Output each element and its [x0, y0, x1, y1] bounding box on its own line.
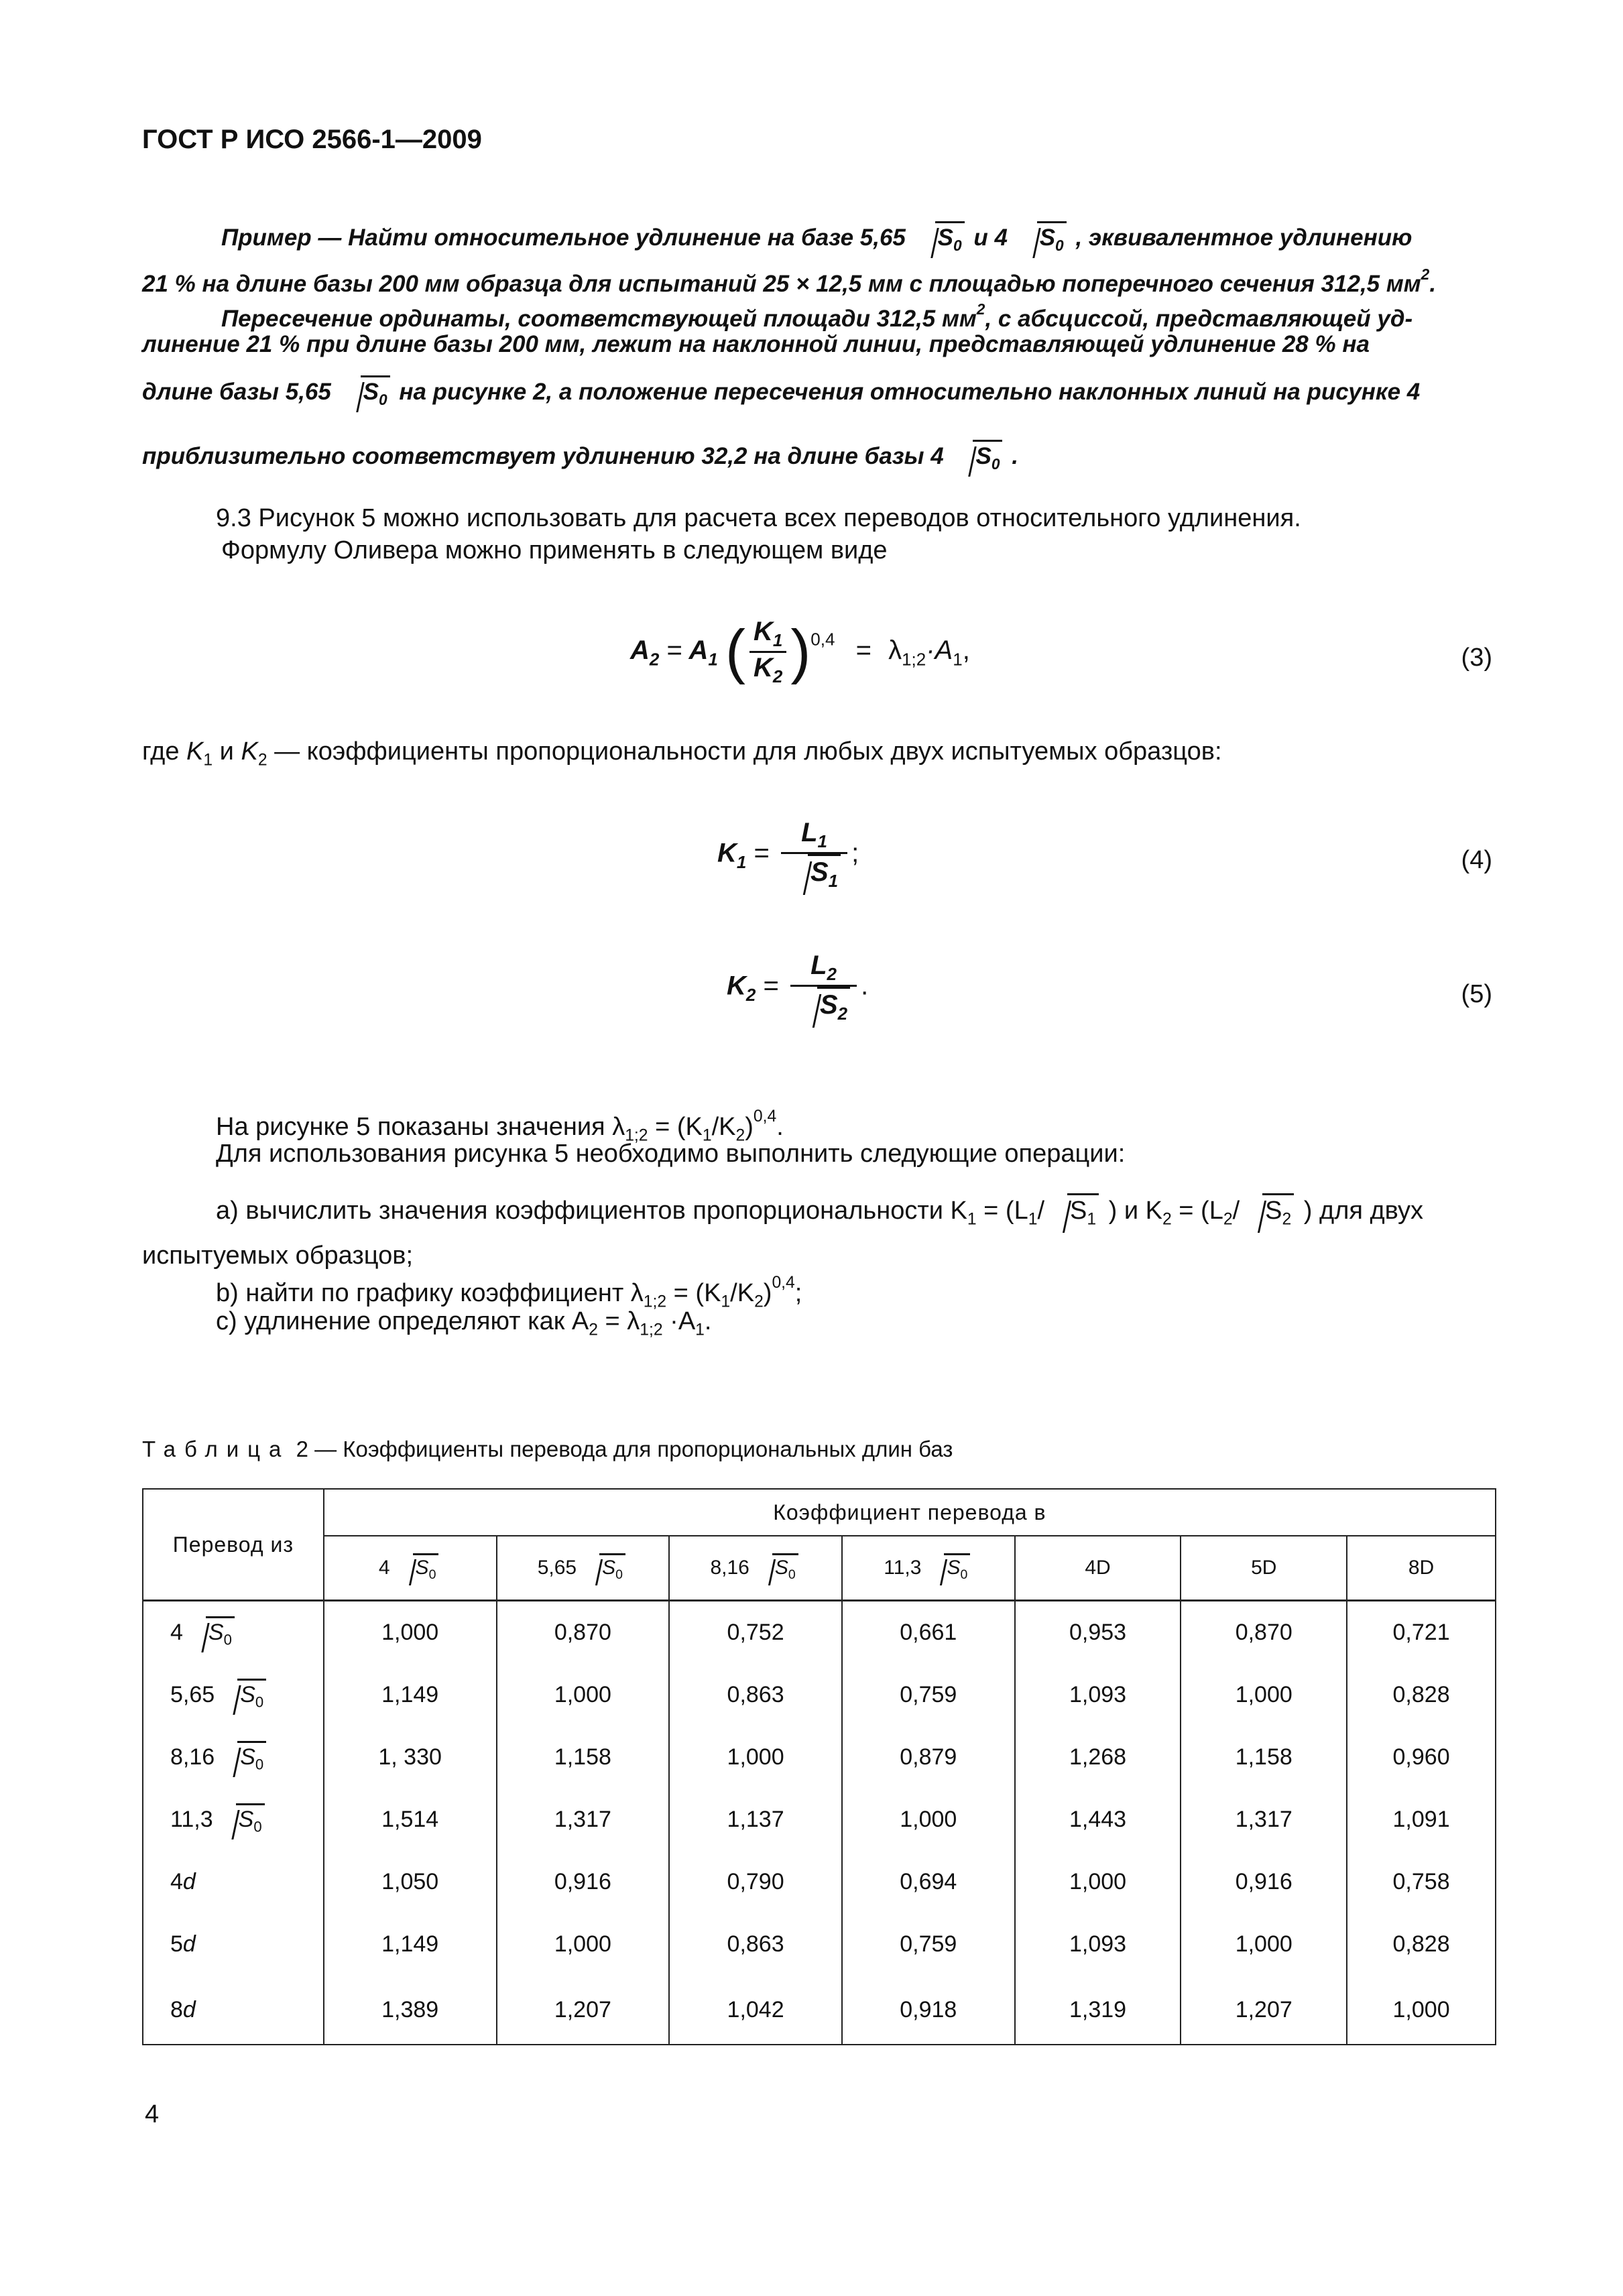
table-cell: 1,317: [497, 1789, 670, 1851]
row-header: 5,65 $S_0$: [143, 1664, 324, 1726]
table-row: [143, 1789, 1496, 1851]
table-cell: 1,000: [497, 1913, 670, 1976]
table-cell: 1,149: [324, 1913, 497, 1976]
table-cell: 0,953: [1015, 1601, 1181, 1665]
table-cell: 0,863: [669, 1664, 842, 1726]
example-line-5: длине базы 5,65 $S_0$ на рисунке 2, а положение пересечения относительно наклонных линий на рисунке 4: [142, 375, 1420, 409]
column-header: 5,65 $S_0$: [497, 1536, 670, 1601]
example-line-1: Пример — Найти относительное удлинение на базе 5,65 $S_0$ и 4 $S_0$ , эквивалентное удлинению: [221, 221, 1412, 255]
table-cell: 1,000: [497, 1664, 670, 1726]
sqrt-s0: $S_0$: [754, 1553, 798, 1583]
table-cell: 1,137: [669, 1789, 842, 1851]
table-cell: 1,000: [324, 1601, 497, 1665]
table-cell: 1,207: [497, 1976, 670, 2045]
row-header: 8d: [143, 1976, 324, 2045]
table-cell: 0,879: [842, 1726, 1015, 1789]
column-header: 5D: [1181, 1536, 1347, 1601]
equation-number-5: (5): [1461, 980, 1492, 1008]
row-header: 11,3 $S_0$: [143, 1789, 324, 1851]
table-cell: 1,000: [842, 1789, 1015, 1851]
table-cell: 0,918: [842, 1976, 1015, 2045]
row-header: 4 $S_0$: [143, 1601, 324, 1665]
column-header: 8,16 $S_0$: [669, 1536, 842, 1601]
sqrt-s0: $S_0$: [925, 1553, 970, 1583]
table-row: [143, 1913, 1496, 1976]
row-header: 8,16 $S_0$: [143, 1726, 324, 1789]
example-line-6: приблизительно соответствует удлинению 32,2 на длине базы 4 $S_0$ .: [142, 440, 1018, 473]
sqrt-s0: $S_0$: [1018, 221, 1067, 255]
sqrt-s0: $S_0$: [217, 1803, 265, 1836]
table-row: [143, 1726, 1496, 1789]
sqrt-s0: $S_0$: [916, 221, 965, 255]
table-cell: 0,870: [1181, 1601, 1347, 1665]
document-id: ГОСТ Р ИСО 2566-1—2009: [142, 125, 482, 154]
section-paragraph-2: Формулу Оливера можно применять в следующем виде: [221, 536, 888, 564]
where-line: где $K_1$ и $K_2$ — коэффициенты пропорциональности для любых двух испытуемых образцов:: [142, 737, 1222, 770]
step-a: a) вычислить значения коэффициентов пропорциональности $K_1 = (L_1/$ $S_1$ ) и $K_2 = (L_2/$ $S_2$ ) для двух: [216, 1193, 1423, 1229]
conversion-table: [142, 1488, 1496, 2045]
example-line-2: 21 % на длине базы 200 мм образца для испытаний 25 × 12,5 мм с площадью поперечного сечения 312,5 $мм^2$.: [142, 265, 1437, 298]
table-caption: Таблица 2 — Коэффициенты перевода для пропорциональных длин баз: [142, 1437, 953, 1461]
column-header: 11,3 $S_0$: [842, 1536, 1015, 1601]
table-cell: 1,514: [324, 1789, 497, 1851]
table-cell: 0,661: [842, 1601, 1015, 1665]
table-cell: 1,000: [1347, 1976, 1496, 2045]
table-cell: 0,759: [842, 1913, 1015, 1976]
step-b: b) найти по графику коэффициент $\lambda_{1;2} = (K_1/K_2)^{0,4}$;: [216, 1274, 802, 1311]
table-cell: 1,443: [1015, 1789, 1181, 1851]
table-cell: 1,050: [324, 1851, 497, 1913]
table-cell: 1,093: [1015, 1913, 1181, 1976]
table-group-header: Коэффициент перевода в: [324, 1489, 1496, 1536]
formula-5: $K_2$ = $\frac{L_2}{S_2}$ .: [727, 951, 869, 1024]
sqrt-s0: $S_0$: [342, 375, 390, 409]
sqrt-s0: $S_0$: [219, 1741, 266, 1774]
sqrt-s0: $S_0$: [394, 1553, 439, 1583]
table-row: [143, 1851, 1496, 1913]
table-cell: 1,042: [669, 1976, 842, 2045]
example-line-3: Пересечение ординаты, соответствующей площади 312,5 $мм^2$, с абсциссой, представляющей уд-: [221, 300, 1413, 333]
formula-4: $K_1$ = $\frac{L_1}{S_1}$ ;: [717, 818, 859, 892]
page-number: 4: [145, 2100, 160, 2128]
table-cell: 0,758: [1347, 1851, 1496, 1913]
equation-number-3: (3): [1461, 644, 1492, 672]
table-cell: 0,759: [842, 1664, 1015, 1726]
table-row: [143, 1601, 1496, 1665]
step-a-continuation: испытуемых образцов;: [142, 1242, 414, 1270]
table-corner-header: Перевод из: [143, 1489, 324, 1601]
table-cell: 0,828: [1347, 1664, 1496, 1726]
example-line-4: линение 21 % при длине базы 200 мм, лежит на наклонной линии, представляющей удлинение 28 % на: [142, 331, 1370, 357]
table-cell: 1,319: [1015, 1976, 1181, 2045]
table-cell: 1,389: [324, 1976, 497, 2045]
table-cell: 1,000: [669, 1726, 842, 1789]
row-header: 4d: [143, 1851, 324, 1913]
table-cell: 0,870: [497, 1601, 670, 1665]
table-cell: 1,149: [324, 1664, 497, 1726]
sqrt-s0: $S_0$: [187, 1616, 235, 1649]
table-row: [143, 1976, 1496, 2045]
table-cell: 0,721: [1347, 1601, 1496, 1665]
table-cell: 0,916: [497, 1851, 670, 1913]
table-cell: 1,000: [1181, 1913, 1347, 1976]
column-header: 8D: [1347, 1536, 1496, 1601]
table-cell: 0,960: [1347, 1726, 1496, 1789]
table-cell: 1,268: [1015, 1726, 1181, 1789]
sqrt-s0: $S_0$: [954, 440, 1002, 473]
column-header: 4D: [1015, 1536, 1181, 1601]
after-paragraph-2: Для использования рисунка 5 необходимо выполнить следующие операции:: [216, 1140, 1126, 1168]
table-cell: 0,752: [669, 1601, 842, 1665]
table-row: [143, 1664, 1496, 1726]
sqrt-s0: $S_0$: [219, 1679, 266, 1711]
table-cell: 0,863: [669, 1913, 842, 1976]
table-cell: 1,207: [1181, 1976, 1347, 2045]
table-cell: 1,000: [1181, 1664, 1347, 1726]
table-cell: 0,790: [669, 1851, 842, 1913]
step-c: c) удлинение определяют как $A_2 = \lambda_{1;2} \cdot A_1$.: [216, 1307, 712, 1339]
table-cell: 1,158: [497, 1726, 670, 1789]
table-cell: 0,828: [1347, 1913, 1496, 1976]
table-cell: 1,091: [1347, 1789, 1496, 1851]
table-cell: 0,916: [1181, 1851, 1347, 1913]
equation-number-4: (4): [1461, 846, 1492, 874]
row-header: 5d: [143, 1913, 324, 1976]
table-cell: 1,093: [1015, 1664, 1181, 1726]
column-header: 4 $S_0$: [324, 1536, 497, 1601]
table-cell: 1,158: [1181, 1726, 1347, 1789]
section-paragraph-1: 9.3 Рисунок 5 можно использовать для расчета всех переводов относительного удлинения.: [216, 504, 1301, 532]
sqrt-s0: $S_0$: [581, 1553, 625, 1583]
table-cell: 1,000: [1015, 1851, 1181, 1913]
formula-3: $A_2 = A_1$ ( $\frac{K_1}{K_2}$ )$^{0,4} = \lambda_{1;2}\cdot A_1$,: [630, 617, 970, 687]
table-cell: 1, 330: [324, 1726, 497, 1789]
after-paragraph-1: На рисунке 5 показаны значения $\lambda_{1;2} = (K_1/K_2)^{0,4}$.: [216, 1107, 784, 1145]
table-cell: 0,694: [842, 1851, 1015, 1913]
table-cell: 1,317: [1181, 1789, 1347, 1851]
